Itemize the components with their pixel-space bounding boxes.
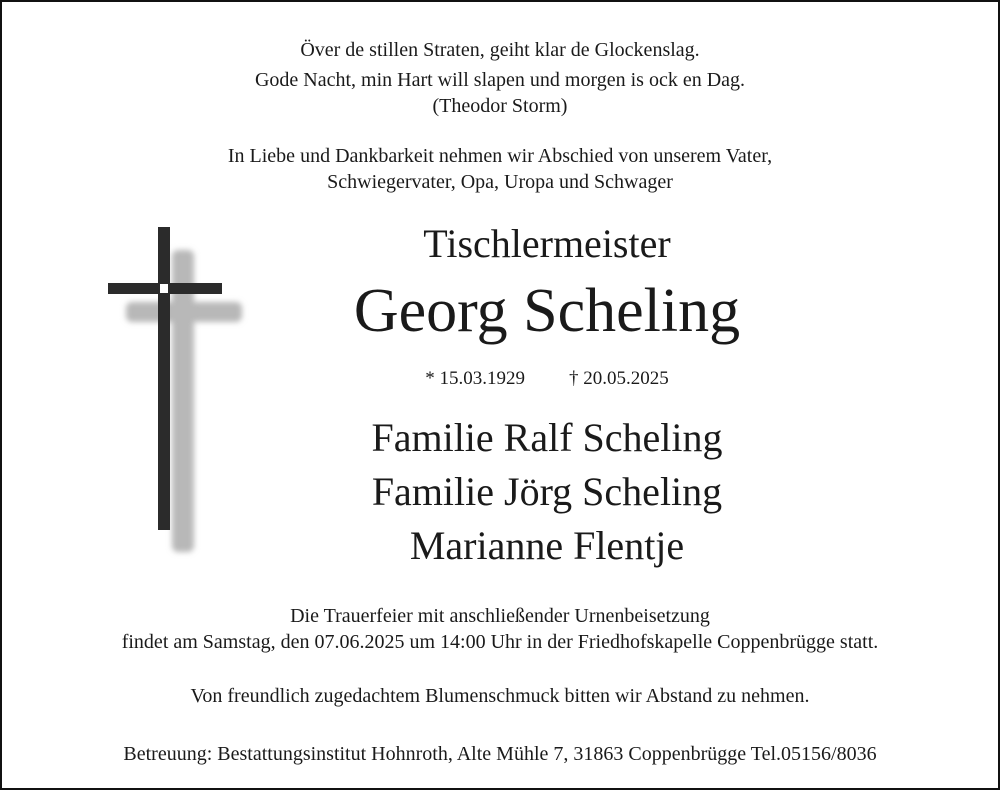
poem-attribution: (Theodor Storm) bbox=[432, 95, 568, 117]
death-date: † 20.05.2025 bbox=[569, 368, 669, 389]
ceremony-line-1: Die Trauerfeier mit anschließender Urnenbeisetzung bbox=[290, 605, 710, 627]
poem-line-1: Över de stillen Straten, geiht klar de Glockenslag. bbox=[300, 39, 700, 61]
undertaker-info: Betreuung: Bestattungsinstitut Hohnroth, Alte Mühle 7, 31863 Coppenbrügge Tel.05156/8036 bbox=[123, 743, 877, 765]
birth-date: * 15.03.1929 bbox=[425, 368, 525, 389]
life-dates bbox=[47, 368, 1000, 390]
intro-line-2: Schwiegervater, Opa, Uropa und Schwager bbox=[327, 171, 673, 193]
poem-line-2: Gode Nacht, min Hart will slapen und morgen is ock en Dag. bbox=[254, 69, 746, 91]
family-line-2: Familie Jörg Scheling bbox=[371, 469, 723, 514]
deceased-name: Georg Scheling bbox=[353, 277, 741, 345]
intro-line-1: In Liebe und Dankbarkeit nehmen wir Abschied von unserem Vater, bbox=[227, 145, 773, 167]
family-line-1: Familie Ralf Scheling bbox=[371, 415, 723, 460]
ceremony-line-2: findet am Samstag, den 07.06.2025 um 14:00 Uhr in der Friedhofskapelle Coppenbrügge statt. bbox=[121, 631, 879, 653]
deceased-title: Tischlermeister bbox=[423, 221, 671, 266]
family-line-3: Marianne Flentje bbox=[409, 523, 685, 568]
flowers-request: Von freundlich zugedachtem Blumenschmuck bitten wir Abstand zu nehmen. bbox=[190, 685, 810, 707]
